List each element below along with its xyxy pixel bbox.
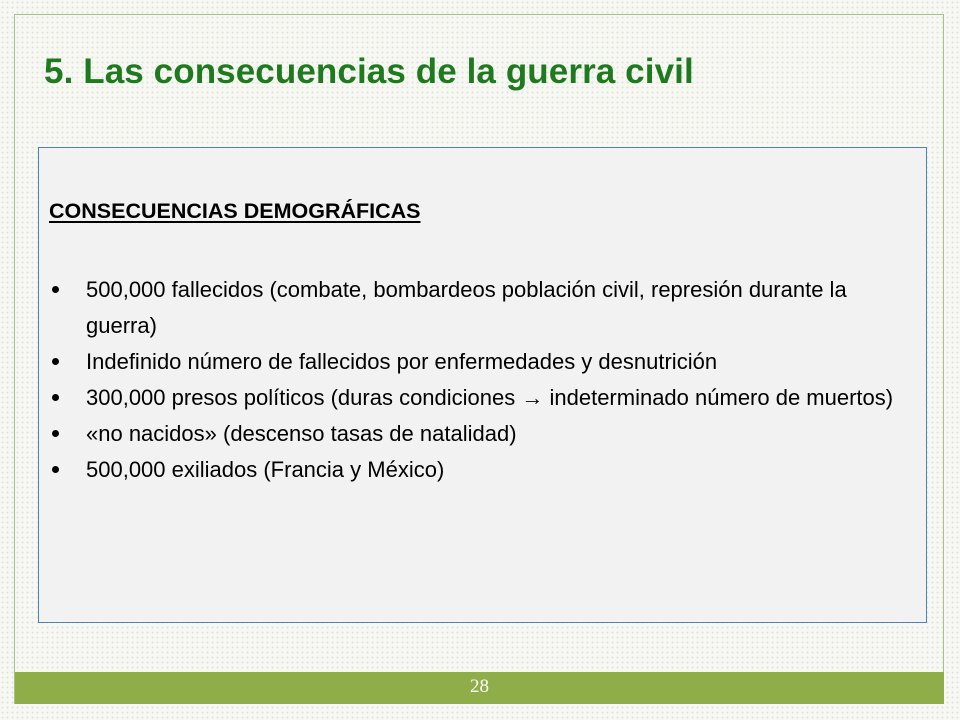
bullet-icon [52,430,59,437]
bullet-item [49,344,909,380]
bullet-icon [52,286,59,293]
bullet-text: «no nacidos» (descenso tasas de natalidad) [86,421,517,446]
bullet-text: Indefinido número de fallecidos por enfermedades y desnutrición [86,349,718,374]
bullet-icon [52,358,59,365]
bullet-icon [52,466,59,473]
bullet-item [49,380,909,416]
bullet-text: 300,000 presos políticos (duras condiciones → indeterminado número de muertos) [86,385,894,410]
bullet-icon [52,394,59,401]
bullet-item [49,452,909,488]
bullet-text: 500,000 fallecidos (combate, bombardeos población civil, represión durante la guerra) [86,277,847,338]
content-box [38,147,927,623]
bullet-list [49,272,909,488]
footer-band [15,672,944,704]
section-heading: CONSECUENCIAS DEMOGRÁFICAS [49,199,421,223]
bullet-text: 500,000 exiliados (Francia y México) [86,457,445,482]
page-number: 28 [470,676,489,697]
bullet-item [49,272,909,344]
bullet-item [49,416,909,452]
slide-title: 5. Las consecuencias de la guerra civil [44,52,694,91]
